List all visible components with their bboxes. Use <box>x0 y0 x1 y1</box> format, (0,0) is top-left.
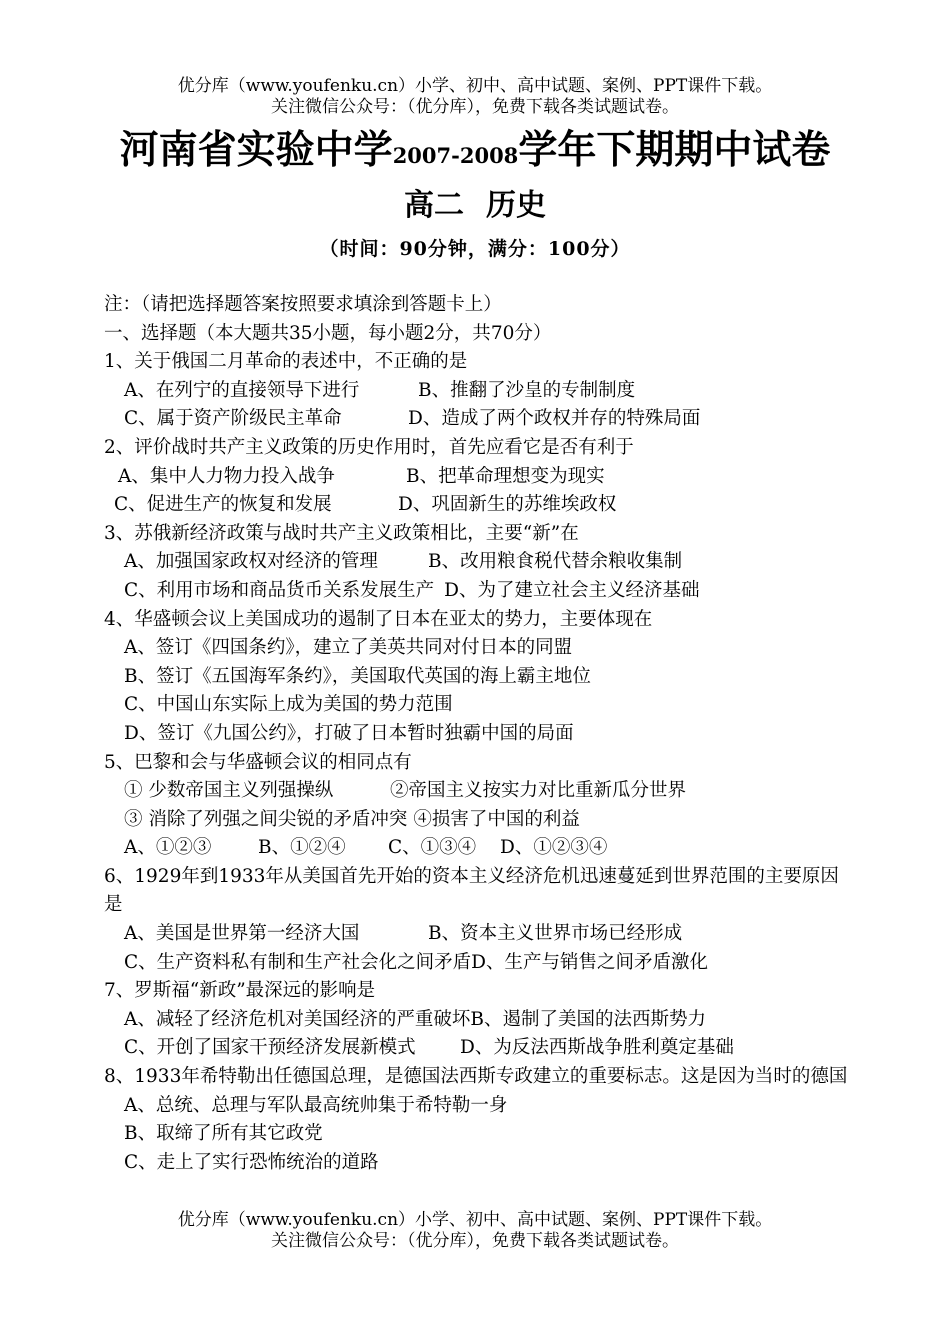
option: B、取缔了所有其它政党 <box>124 1123 323 1145</box>
statement: ③ 消除了列强之间尖锐的矛盾冲突 <box>124 808 408 830</box>
option: C、①③④ <box>388 837 477 859</box>
option: C、走上了实行恐怖统治的道路 <box>124 1151 379 1173</box>
statement-row <box>104 777 850 806</box>
title-term: 学年下期期中试卷 <box>518 127 831 173</box>
question-stem: 2、评价战时共产主义政策的历史作用时，首先应看它是否有利于 <box>104 436 634 458</box>
option-row <box>104 405 850 434</box>
option: B、把革命理想变为现实 <box>406 465 605 487</box>
option-row <box>104 491 850 520</box>
title-school: 河南省实验中学 <box>119 127 393 173</box>
question-stem: 5、巴黎和会与华盛顿会议的相同点有 <box>104 751 412 773</box>
option: B、资本主义世界市场已经形成 <box>428 923 683 945</box>
option-row <box>104 1006 850 1035</box>
option: C、中国山东实际上成为美国的势力范围 <box>124 694 453 716</box>
option-row <box>104 577 850 606</box>
option: D、签订《九国公约》，打破了日本暂时独霸中国的局面 <box>124 722 574 744</box>
option-row <box>104 949 850 978</box>
banner-line-2: 关注微信公众号：（优分库），免费下载各类试题试卷。 <box>271 1231 679 1251</box>
option: C、促进生产的恢复和发展 <box>114 494 332 516</box>
banner-line-2: 关注微信公众号：（优分库），免费下载各类试题试卷。 <box>271 97 679 117</box>
question-stem: 1、关于俄国二月革命的表述中，不正确的是 <box>104 351 468 373</box>
option: D、造成了两个政权并存的特殊局面 <box>408 408 701 430</box>
question-stem: 8、1933年希特勒出任德国总理，是德国法西斯专政建立的重要标志。这是因为当时的德国 <box>104 1066 848 1088</box>
question-stem: 6、1929年到1933年从美国首先开始的资本主义经济危机迅速蔓延到世界范围的主要原因是 <box>104 865 839 916</box>
header-banner <box>0 76 950 118</box>
option-row <box>104 834 850 863</box>
exam-title <box>0 124 950 182</box>
question-stem: 4、华盛顿会议上美国成功的遏制了日本在亚太的势力，主要体现在 <box>104 608 653 630</box>
exam-content <box>104 291 850 1177</box>
section-heading: 一、选择题（本大题共35小题，每小题2分，共70分） <box>104 322 552 344</box>
option-row <box>104 377 850 406</box>
banner-line-1: 优分库（www.youfenku.cn）小学、初中、高中试题、案例、PPT课件下载。 <box>177 76 773 96</box>
footer-banner <box>0 1210 950 1252</box>
option: B、改用粮食税代替余粮收集制 <box>428 551 683 573</box>
option: C、开创了国家干预经济发展新模式 <box>124 1037 416 1059</box>
option: A、加强国家政权对经济的管理 <box>124 551 378 573</box>
option: A、总统、总理与军队最高统帅集于希特勒一身 <box>124 1094 508 1116</box>
exam-subtitle <box>0 186 950 226</box>
subtitle-grade: 高二 <box>404 188 464 223</box>
option-row <box>104 548 850 577</box>
question-stem: 3、苏俄新经济政策与战时共产主义政策相比，主要“新”在 <box>104 522 579 544</box>
option: A、在列宁的直接领导下进行 <box>124 379 360 401</box>
option-row <box>104 1034 850 1063</box>
option: B、①②④ <box>258 837 346 859</box>
option: B、签订《五国海军条约》，美国取代英国的海上霸主地位 <box>124 665 591 687</box>
option: D、生产与销售之间矛盾激化 <box>471 951 709 973</box>
option: D、为了建立社会主义经济基础 <box>444 579 700 601</box>
option: A、减轻了经济危机对美国经济的严重破坏 <box>124 1008 471 1030</box>
option: B、推翻了沙皇的专制制度 <box>418 379 636 401</box>
option-row <box>104 463 850 492</box>
option: C、利用市场和商品货币关系发展生产 <box>124 579 435 601</box>
option-row <box>104 920 850 949</box>
option: A、集中人力物力投入战争 <box>118 465 335 487</box>
banner-line-1: 优分库（www.youfenku.cn）小学、初中、高中试题、案例、PPT课件下载。 <box>177 1210 773 1230</box>
statement: ④损害了中国的利益 <box>413 808 580 830</box>
option: A、①②③ <box>124 837 212 859</box>
statement: ① 少数帝国主义列强操纵 <box>124 780 334 802</box>
option: D、巩固新生的苏维埃政权 <box>398 494 617 516</box>
time-and-score: （时间：90分钟，满分：100分） <box>319 238 631 260</box>
option: D、①②③④ <box>500 837 608 859</box>
option: A、美国是世界第一经济大国 <box>124 923 360 945</box>
option: C、属于资产阶级民主革命 <box>124 408 342 430</box>
statement-row <box>104 806 850 835</box>
title-year: 2007-2008 <box>392 143 519 168</box>
option: C、生产资料私有制和生产社会化之间矛盾 <box>124 951 472 973</box>
option: A、签订《四国条约》，建立了美英共同对付日本的同盟 <box>124 637 573 659</box>
question-stem: 7、罗斯福“新政”最深远的影响是 <box>104 980 376 1002</box>
subtitle-subject: 历史 <box>486 188 546 223</box>
option: D、为反法西斯战争胜利奠定基础 <box>460 1037 734 1059</box>
statement: ②帝国主义按实力对比重新瓜分世界 <box>390 780 687 802</box>
instruction-note: 注：（请把选择题答案按照要求填涂到答题卡上） <box>104 294 502 315</box>
option: B、遏制了美国的法西斯势力 <box>470 1008 706 1030</box>
